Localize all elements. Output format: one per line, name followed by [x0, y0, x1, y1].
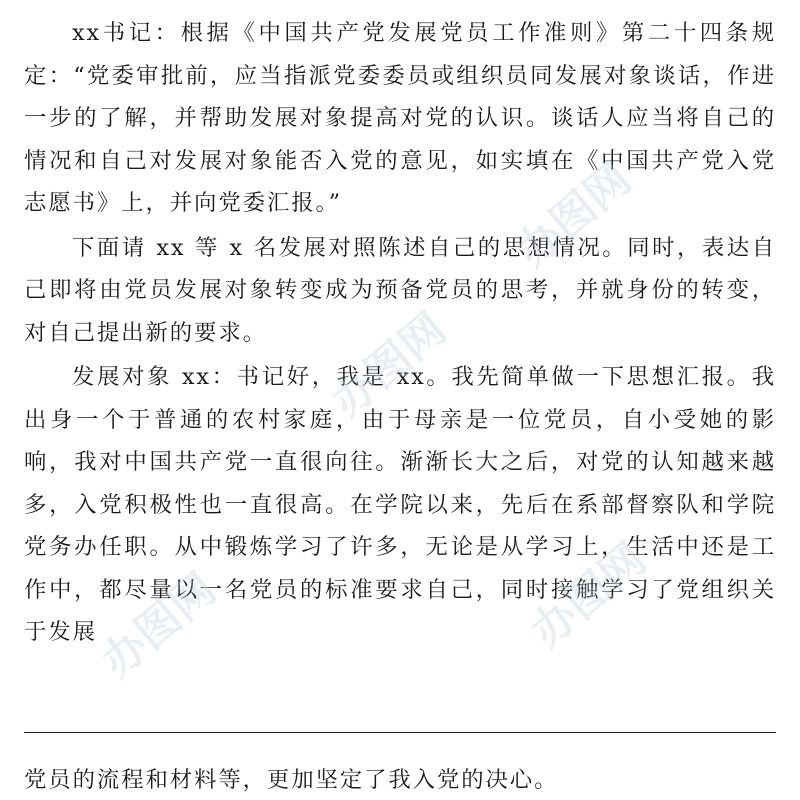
watermark-logo: 办图网 [506, 153, 641, 278]
watermark-logo: 办图网 [91, 563, 226, 688]
next-page-continuation: 党员的流程和材料等，更加坚定了我入党的决心。 [24, 767, 559, 793]
paragraph-candidate-report: 发展对象 xx：书记好，我是 xx。我先简单做一下思想汇报。我出身一个于普通的农村家庭，由于母亲是一位党员，自小受她的影响，我对中国共产党一直很向往。渐渐长大之后，对党的认知越来越多，入党积极性也一直很高。在学院以来，先后在系部督察队和学院党务办任职。从中锻炼学习了许多，无论是从学习上，生活中还是工作中，都尽量以一名党员的标准要求自己，同时接触学习了党组织关于发展 [24, 364, 776, 645]
paragraph-secretary-intro: xx书记：根据《中国共产党发展党员工作准则》第二十四条规定：“党委审批前，应当指派党委委员或组织员同发展对象谈话，作进一步的了解，并帮助发展对象提高对党的认识。谈话人应当将自己的情况和自己对发展对象能否入党的意见，如实填在《中国共产党入党志愿书》上，并向党委汇报。” [24, 20, 776, 216]
paragraph-statement-request: 下面请 xx 等 x 名发展对照陈述自己的思想情况。同时，表达自己即将由党员发展对象转变成为预备党员的思考，并就身份的转变，对自己提出新的要求。 [24, 234, 776, 346]
watermark-logo: 办图网 [321, 303, 456, 428]
page-break-divider [24, 732, 776, 733]
document-body [24, 12, 776, 654]
watermark-logo: 办图网 [521, 533, 656, 658]
